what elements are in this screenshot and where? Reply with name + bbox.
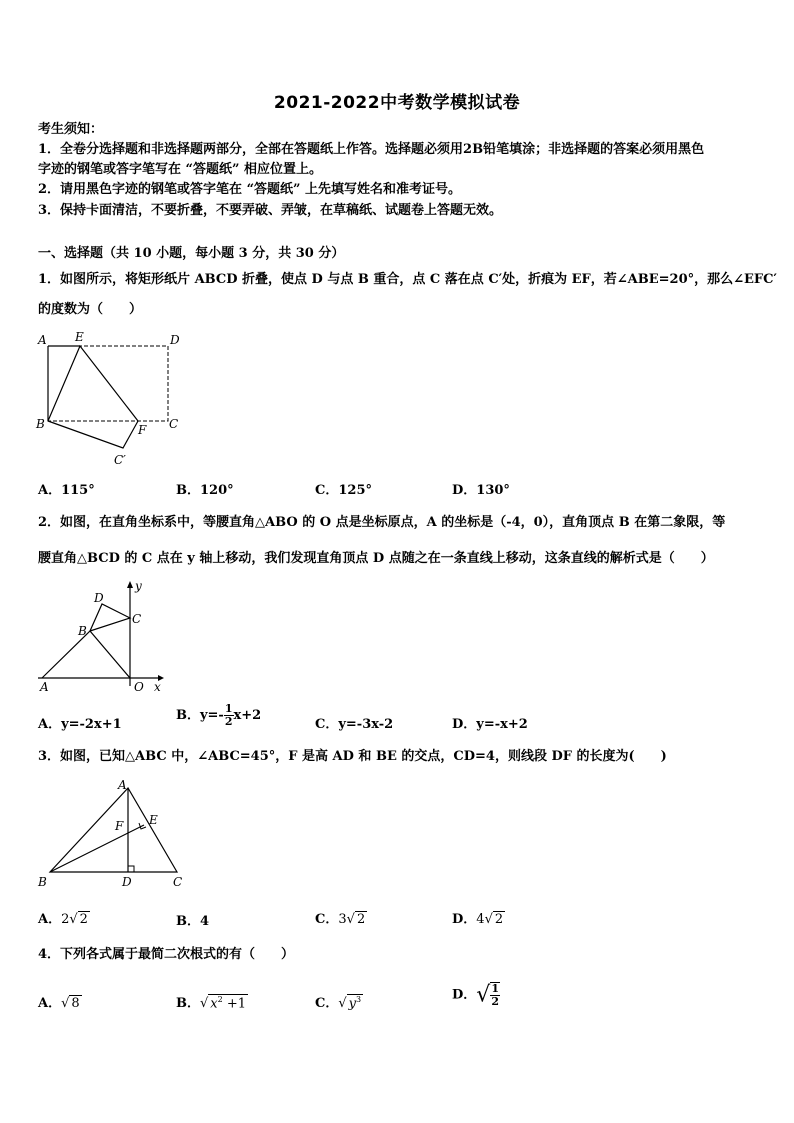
q2-label-y: y <box>135 579 142 593</box>
q4-option-d-fraction <box>490 982 500 1008</box>
q3-label-a: A <box>118 778 127 792</box>
q4-option-c-prefix: C． <box>315 996 339 1011</box>
q3-option-d-prefix: D． <box>452 912 477 927</box>
q3-altitude-be <box>50 825 144 872</box>
q2-option-b-fraction <box>224 703 234 728</box>
q1-label-d: D <box>170 333 180 347</box>
q1-figure <box>30 326 190 471</box>
q4-option-d[interactable]: D．√ $\frac{1}{2}$ <box>452 982 499 1008</box>
q3-option-a-coef: 2 <box>61 912 70 927</box>
q4-option-c-exponent: 3 <box>356 994 362 1004</box>
q2-option-b[interactable] <box>176 703 261 728</box>
q4-option-c-base: y <box>348 996 357 1011</box>
q3-option-d-radicand: 2 <box>494 912 504 927</box>
q1-rect-dashed <box>48 346 168 421</box>
q2-option-b-prefix: B．y=- <box>176 708 224 723</box>
q3-option-c[interactable]: C．3√ 2 <box>315 912 366 927</box>
q3-option-d-coef: 4 <box>476 912 485 927</box>
q2-label-a: A <box>40 680 49 694</box>
q4-option-a-radicand: 8 <box>71 996 80 1011</box>
q4-option-b-radicand <box>208 994 248 1011</box>
q2-option-b-numerator: 1 <box>224 702 233 715</box>
q3-option-c-coef: 3 <box>338 912 347 927</box>
q3-label-b: B <box>38 875 47 889</box>
q4-option-b-base: x <box>210 996 218 1011</box>
q2-label-b: B <box>78 624 87 638</box>
q2-option-c[interactable]: C．y=-3x-2 <box>315 717 394 732</box>
q4-stem: 4．下列各式属于最简二次根式的有（ ） <box>38 947 295 962</box>
q4-option-c[interactable]: C．√ $y^3$ <box>315 994 362 1011</box>
q2-option-b-suffix: x+2 <box>233 708 262 723</box>
q4-option-b-prefix: B． <box>176 996 200 1011</box>
q2-option-b-denominator: 2 <box>224 715 233 728</box>
q2-option-a[interactable]: A．y=-2x+1 <box>38 717 122 732</box>
q1-label-f: F <box>138 423 147 437</box>
q1-option-a[interactable]: A．115° <box>38 483 95 498</box>
q2-label-o: O <box>134 680 144 694</box>
q2-figure <box>30 578 170 696</box>
q2-label-x: x <box>154 680 161 694</box>
q3-option-a-radicand: 2 <box>79 912 88 927</box>
q1-option-c[interactable]: C．125° <box>315 483 372 498</box>
q2-option-d[interactable]: D．y=-x+2 <box>452 717 528 732</box>
q3-option-d[interactable]: D．4√ 2 <box>452 912 504 927</box>
q1-label-e: E <box>75 330 84 344</box>
section-heading: 一、选择题（共 10 小题，每小题 3 分，共 30 分） <box>38 246 345 261</box>
q1-stem-line-2: 的度数为（ ） <box>38 302 143 317</box>
notice-heading: 考生须知： <box>38 122 104 137</box>
q3-stem: 3．如图，已知△ABC 中，∠ABC=45°，F 是高 AD 和 BE 的交点，CD=4，则线段 DF 的长度为( ) <box>38 749 667 764</box>
q3-figure <box>30 778 190 892</box>
q3-label-f: F <box>115 819 124 833</box>
q3-label-d: D <box>122 875 132 889</box>
q1-label-a: A <box>38 333 47 347</box>
q4-option-a[interactable]: A．√ 8 <box>38 996 80 1011</box>
q3-option-c-radicand: 2 <box>356 912 366 927</box>
q4-option-a-prefix: A． <box>38 996 62 1011</box>
q4-option-b[interactable]: B．√ $x^2 +1$ <box>176 994 247 1011</box>
q4-option-b-exponent: 2 <box>217 994 223 1004</box>
q2-stem-line-2: 腰直角△BCD 的 C 点在 y 轴上移动，我们发现直角顶点 D 点随之在一条直线上移动，这条直线的解析式是（ ） <box>38 551 714 566</box>
q1-label-c: C <box>169 417 179 431</box>
notice-item-1-line-2: 字迹的钢笔或答字笔写在 “答题纸” 相应位置上。 <box>38 162 323 177</box>
q1-option-b[interactable]: B．120° <box>176 483 234 498</box>
q4-option-c-radicand <box>347 994 363 1011</box>
page-title: 2021-2022中考数学模拟试卷 <box>273 93 521 113</box>
notice-item-3: 3．保持卡面清洁，不要折叠，不要弄破、弄皱，在草稿纸、试题卷上答题无效。 <box>38 203 503 218</box>
q1-label-c-prime: C′ <box>114 453 126 467</box>
q3-option-a-prefix: A． <box>38 912 62 927</box>
q1-stem-line-1: 1．如图所示，将矩形纸片 ABCD 折叠，使点 D 与点 B 重合，点 C 落在点 C′处，折痕为 EF，若∠ABE=20°，那么∠EFC′ <box>38 272 777 287</box>
q3-option-c-prefix: C． <box>315 912 339 927</box>
q4-option-d-prefix: D． <box>452 987 477 1003</box>
q3-label-c: C <box>173 875 183 889</box>
q3-option-a[interactable]: A．2√ 2 <box>38 912 88 927</box>
q3-triangle <box>50 788 177 872</box>
notice-item-2: 2．请用黑色字迹的钢笔或答字笔在 “答题纸” 上先填写姓名和准考证号。 <box>38 182 462 197</box>
notice-item-1-line-1: 1．全卷分选择题和非选择题两部分，全部在答题纸上作答。选择题必须用2B铅笔填涂；非选择题的答案必须用黑色 <box>38 142 705 157</box>
q1-option-d[interactable]: D．130° <box>452 483 510 498</box>
q3-label-e: E <box>149 813 158 827</box>
q2-stem-line-1: 2．如图，在直角坐标系中，等腰直角△ABO 的 O 点是坐标原点，A 的坐标是（-4，0），直角顶点 B 在第二象限，等 <box>38 515 726 530</box>
q4-option-d-numerator: 1 <box>491 982 499 995</box>
q2-label-c: C <box>132 612 142 626</box>
q4-option-b-rest: +1 <box>222 996 247 1011</box>
q2-label-d: D <box>94 591 104 605</box>
q4-option-d-denominator: 2 <box>491 995 499 1008</box>
q3-option-b[interactable]: B．4 <box>176 914 210 929</box>
q1-label-b: B <box>36 417 45 431</box>
